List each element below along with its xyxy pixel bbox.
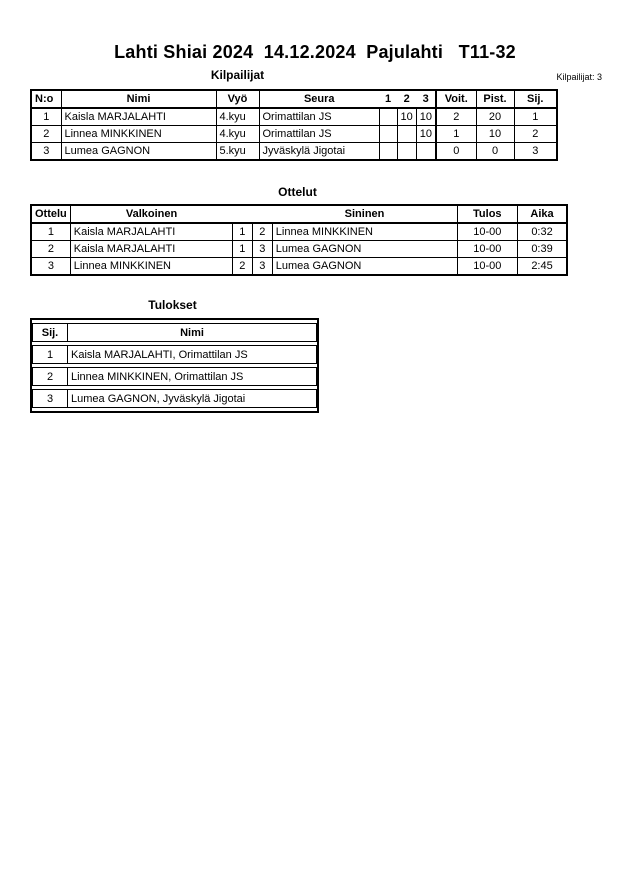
wins-value: 2 (436, 108, 476, 126)
table-row (31, 108, 557, 126)
table-row (31, 258, 567, 276)
points-value: 0 (476, 143, 514, 161)
white-player-name: Kaisla MARJALAHTI (70, 223, 232, 241)
competitors-table (30, 89, 558, 161)
place-value: 2 (514, 126, 557, 143)
match-result: 10-00 (457, 223, 517, 241)
col-header-time: Aika (517, 205, 567, 223)
match-result: 10-00 (457, 241, 517, 258)
competitor-belt: 5.kyu (216, 143, 259, 161)
competitor-club: Orimattilan JS (259, 126, 379, 143)
points-value: 10 (476, 126, 514, 143)
competitors-count: Kilpailijat: 3 (556, 72, 602, 82)
competitors-header-row (31, 90, 557, 108)
results-table (30, 318, 319, 413)
col-header-round1: 1 (379, 90, 397, 108)
white-player-name: Linnea MINKKINEN (70, 258, 232, 276)
table-row (31, 241, 567, 258)
match-time: 0:32 (517, 223, 567, 241)
matches-heading: Ottelut (278, 185, 317, 199)
round3-score (416, 143, 436, 161)
col-header-result: Tulos (457, 205, 517, 223)
competitor-no: 1 (31, 108, 61, 126)
white-player-no: 1 (232, 241, 252, 258)
table-row (32, 367, 317, 386)
match-time: 0:39 (517, 241, 567, 258)
table-row (32, 345, 317, 364)
col-header-club: Seura (259, 90, 379, 108)
place-value: 3 (514, 143, 557, 161)
competitors-heading: Kilpailijat (210, 68, 265, 82)
results-heading: Tulokset (148, 298, 197, 312)
col-header-no: N:o (31, 90, 61, 108)
result-name: Lumea GAGNON, Jyväskylä Jigotai (67, 389, 317, 408)
col-header-wins: Voit. (436, 90, 476, 108)
col-header-name: Nimi (61, 90, 216, 108)
competitor-name: Linnea MINKKINEN (61, 126, 216, 143)
round1-score (379, 143, 397, 161)
competitor-club: Orimattilan JS (259, 108, 379, 126)
blue-player-name: Lumea GAGNON (272, 258, 457, 276)
result-place: 1 (32, 345, 67, 364)
result-place: 2 (32, 367, 67, 386)
table-row (31, 143, 557, 161)
col-header-blue-no (252, 205, 272, 223)
white-player-name: Kaisla MARJALAHTI (70, 241, 232, 258)
table-row (32, 389, 317, 408)
col-header-round3: 3 (416, 90, 436, 108)
white-player-no: 1 (232, 223, 252, 241)
blue-player-no: 2 (252, 223, 272, 241)
blue-player-name: Linnea MINKKINEN (272, 223, 457, 241)
white-player-no: 2 (232, 258, 252, 276)
round2-score (397, 126, 416, 143)
blue-player-no: 3 (252, 241, 272, 258)
col-header-name: Nimi (67, 323, 317, 342)
matches-header-row (31, 205, 567, 223)
col-header-place: Sij. (32, 323, 67, 342)
match-no: 3 (31, 258, 70, 276)
table-row (31, 223, 567, 241)
col-header-round2: 2 (397, 90, 416, 108)
points-value: 20 (476, 108, 514, 126)
competitors-section-header (0, 68, 630, 85)
round2-score (397, 143, 416, 161)
blue-player-no: 3 (252, 258, 272, 276)
place-value: 1 (514, 108, 557, 126)
round1-score (379, 126, 397, 143)
blue-player-name: Lumea GAGNON (272, 241, 457, 258)
competitor-name: Lumea GAGNON (61, 143, 216, 161)
col-header-match: Ottelu (31, 205, 70, 223)
competitor-name: Kaisla MARJALAHTI (61, 108, 216, 126)
table-row (31, 126, 557, 143)
page-title: Lahti Shiai 2024 14.12.2024 Pajulahti T11-32 (114, 42, 516, 62)
matches-table (30, 204, 568, 276)
col-header-place: Sij. (514, 90, 557, 108)
wins-value: 1 (436, 126, 476, 143)
result-place: 3 (32, 389, 67, 408)
col-header-belt: Vyö (216, 90, 259, 108)
wins-value: 0 (436, 143, 476, 161)
competitor-no: 2 (31, 126, 61, 143)
match-result: 10-00 (457, 258, 517, 276)
match-no: 1 (31, 223, 70, 241)
round3-score: 10 (416, 108, 436, 126)
competitor-club: Jyväskylä Jigotai (259, 143, 379, 161)
round1-score (379, 108, 397, 126)
col-header-white: Valkoinen (70, 205, 232, 223)
round3-score: 10 (416, 126, 436, 143)
round2-score: 10 (397, 108, 416, 126)
match-time: 2:45 (517, 258, 567, 276)
col-header-blue: Sininen (272, 205, 457, 223)
col-header-points: Pist. (476, 90, 514, 108)
results-header-row (32, 323, 317, 342)
result-name: Linnea MINKKINEN, Orimattilan JS (67, 367, 317, 386)
competitor-no: 3 (31, 143, 61, 161)
competitor-belt: 4.kyu (216, 126, 259, 143)
col-header-white-no (232, 205, 252, 223)
result-name: Kaisla MARJALAHTI, Orimattilan JS (67, 345, 317, 364)
competitor-belt: 4.kyu (216, 108, 259, 126)
match-no: 2 (31, 241, 70, 258)
